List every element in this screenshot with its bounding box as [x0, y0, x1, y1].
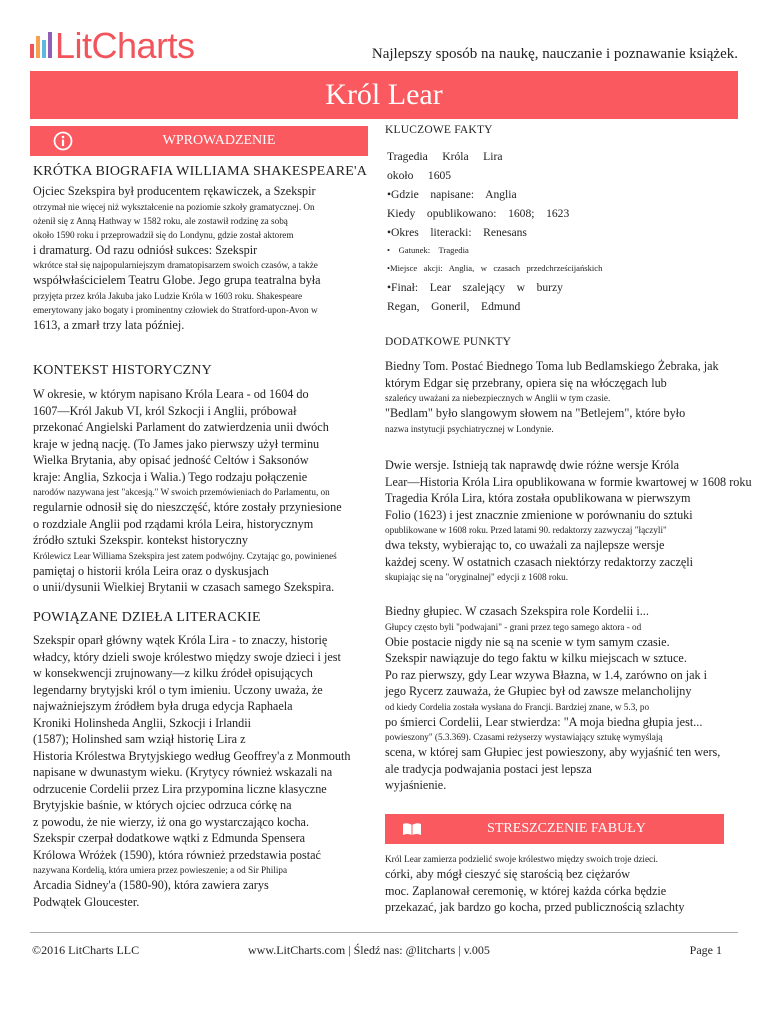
text-line: po śmierci Cordelii, Lear stwierdza: "A moja biedna głupia jest... [385, 714, 703, 729]
key-fact-row: • Gatunek: Tragedia [387, 245, 469, 255]
related-works-heading: POWIĄZANE DZIEŁA LITERACKIE [33, 610, 261, 625]
page-title: Król Lear [30, 71, 738, 119]
text-line: narodów nazywana jest "akcesją." W swoich przemówieniach do Parlamentu, on [33, 487, 330, 497]
footer-links[interactable]: www.LitCharts.com | Śledź nas: @litcharts | v.005 [248, 943, 490, 957]
text-line: Brytyjskie baśnie, w których ojciec odrzuca córkę na [33, 798, 292, 812]
text-line: regularnie odnosił się do nieszczęść, które zostały przyniesione [33, 500, 342, 514]
text-line: współwłaścicielem Teatru Globe. Jego grupa teatralna była [33, 273, 321, 287]
text-line: 1607—Król Jakub VI, król Szkocji i Anglii, próbował [33, 403, 297, 418]
text-line: ale tradycja podwajania postaci jest lepsza [385, 761, 592, 776]
text-line: Szekspir nawiązuje do tego faktu w kilku miejscach w sztuce. [385, 651, 687, 665]
text-line: każdej sceny. W ostatnich czasach niektórzy redaktorzy zaczęli [385, 554, 694, 569]
text-line: córki, aby mógł cieszyć się starością bez ciężarów [385, 867, 630, 881]
plot-summary-text [385, 852, 684, 916]
text-line: (1587); Holinshed sam wziął historię Lira z [33, 732, 246, 746]
text-line: Lear—Historia Króla Lira opublikowana w formie kwartowej w 1608 roku [385, 474, 752, 489]
biography-heading: KRÓTKA BIOGRAFIA WILLIAMA SHAKESPEARE'A [33, 164, 368, 179]
page-footer [30, 932, 738, 968]
text-line: Tragedia Króla Lira, która została opublikowana w pierwszym [385, 491, 691, 505]
bar-chart-icon [30, 28, 52, 58]
copyright: ©2016 LitCharts LLC [32, 943, 140, 957]
text-line: dwa teksty, wybierając to, co uważali za najlepsze wersje [385, 538, 665, 552]
extra-points-heading: DODATKOWE PUNKTY [385, 336, 512, 348]
text-line: napisane w dwunastym wieku. (Krytycy również wskazali na [33, 765, 333, 779]
text-line: Obie postacie nigdy nie są na scenie w tym samym czasie. [385, 634, 670, 649]
text-line: nazwa instytucji psychiatrycznej w Londynie. [385, 423, 554, 434]
text-line: Folio (1623) i jest znacznie zmienione w porównaniu do sztuki [385, 507, 693, 522]
text-line: z powodu, że nie wierzy, iż ona go wystarczająco kocha. [33, 814, 310, 829]
extra-point-two-versions [385, 457, 752, 584]
text-line: skupiając się na "oryginalnej" edycji z 1608 roku. [385, 572, 569, 582]
text-line: Arcadia Sidney'a (1580-90), która zawiera zarys [33, 878, 269, 892]
text-line: przyjęta przez króla Jakuba jako Ludzie Króla w 1603 roku. Shakespeare [33, 290, 303, 301]
text-line: otrzymał nie więcej niż wykształcenie na poziomie szkoły gramatycznej. On [33, 201, 315, 212]
key-fact-row: Kiedy opublikowano: 1608; 1623 [387, 207, 570, 220]
text-line: Szekspir czerpał dodatkowe wątki z Edmunda Spensera [33, 831, 306, 845]
history-text [33, 386, 342, 596]
text-line: którym Edgar się przebrany, opiera się na włóczęgach lub [385, 375, 667, 390]
text-line: przekonać Angielski Parlament do zatwierdzenia unii dwóch [33, 420, 329, 434]
text-line: Podwątek Gloucester. [33, 894, 140, 909]
history-heading: KONTEKST HISTORYCZNY [33, 363, 212, 378]
biography-text [33, 183, 321, 333]
text-line: źródło sztuki Szekspir. kontekst historyczny [33, 533, 248, 547]
key-facts-heading: KLUCZOWE FAKTY [385, 124, 493, 136]
text-line: ożenił się z Anną Hathway w 1582 roku, ale zostawił rodzinę za sobą [33, 215, 288, 226]
text-line: o rozdziale Anglii pod rządami króla Leira, historycznym [33, 516, 314, 531]
text-line: od kiedy Cordelia została wysłana do Francji. Bardziej znane, w 5.3, po [385, 701, 650, 712]
brand-name: LitCharts [55, 25, 195, 66]
text-line: opublikowane w 1608 roku. Przed latami 90. redaktorzy zazwyczaj "łączyli" [385, 525, 667, 535]
text-line: Wielka Brytania, aby opisać jedność Celtów i Saksonów [33, 453, 309, 467]
key-fact-row: Regan, Goneril, Edmund [387, 300, 521, 313]
text-line: Ojciec Szekspira był producentem rękawiczek, a Szekspir [33, 184, 316, 198]
text-line: pamiętaj o historii króla Leira oraz o dyskusjach [33, 563, 269, 578]
text-line: około 1590 roku i przeprowadził się do Londynu, gdzie został aktorem [33, 229, 294, 240]
key-fact-row: około 1605 [387, 169, 452, 182]
text-line: Szekspir oparł główny wątek Króla Lira - to znaczy, historię [33, 633, 328, 647]
text-line: Królewicz Lear Williama Szekspira jest zatem podwójny. Czytając go, powinieneś [33, 550, 337, 561]
text-line: jego Rycerz zauważa, że Głupiec był od zawsze melancholijny [385, 684, 692, 698]
text-line: najważniejszym źródłem była druga edycja Raphaela [33, 699, 293, 713]
page-header [30, 25, 738, 74]
litcharts-logo[interactable] [30, 25, 195, 66]
text-line: przekazać, jak bardzo go kocha, przed publicznością szlachty [385, 900, 685, 914]
key-fact-row: •Okres literacki: Renesans [387, 226, 527, 239]
text-line: kraje w jedną nację. (To James jako pierwszy użył terminu [33, 436, 320, 451]
text-line: powieszony" (5.3.369). Czasami reżyserzy wystawiający sztukę wymyślają [385, 732, 663, 742]
text-line: o unii/dysunii Wielkiej Brytanii w czasach samego Szekspira. [33, 580, 335, 594]
text-line: Kroniki Holinsheda Anglii, Szkocji i Irlandii [33, 715, 251, 730]
text-line: Biedny Tom. Postać Biednego Toma lub Bedlamskiego Żebraka, jak [385, 359, 719, 373]
text-line: Król Lear zamierza podzielić swoje królestwo między swoich troje dzieci. [385, 854, 658, 864]
text-line: nazywana Kordelią, która umiera przez powieszenie; a od Sir Philipa [33, 865, 288, 875]
plot-section-header [385, 814, 724, 844]
plot-heading: STRESZCZENIE FABUŁY [487, 821, 646, 836]
text-line: W okresie, w którym napisano Króla Leara - od 1604 do [33, 387, 309, 401]
text-line: szaleńcy uważani za niebezpiecznych w Anglii w tym czasie. [385, 393, 611, 403]
key-fact-row: •Miejsce akcji: Anglia, w czasach przedchrześcijańskich [387, 263, 603, 273]
related-works-text [33, 632, 350, 910]
text-line: Dwie wersje. Istnieją tak naprawdę dwie różne wersje Króla [385, 458, 680, 472]
key-fact-row: •Gdzie napisane: Anglia [387, 188, 517, 201]
text-line: scena, w której sam Głupiec jest powieszony, aby wyjaśnić ten wers, [385, 745, 721, 759]
text-line: w konsekwencji zrujnowany—z kilku źródeł opisujących [33, 666, 313, 680]
extra-point-poor-fool [385, 603, 720, 794]
text-line: 1613, a zmarł trzy lata później. [33, 317, 185, 332]
text-line: wyjaśnienie. [385, 778, 447, 792]
text-line: Historia Królestwa Brytyjskiego według Geoffrey'a z Monmouth [33, 748, 351, 763]
text-line: kraje: Anglia, Szkocja i Walia.) Tego rodzaju połączenie [33, 469, 308, 484]
text-line: legendarny brytyjski król o tym imieniu. Uczony uważa, że [33, 682, 323, 697]
text-line: "Bedlam" było slangowym słowem na "Betlejem", które było [385, 406, 686, 420]
page-number: Page 1 [689, 943, 722, 957]
text-line: Biedny głupiec. W czasach Szekspira role Kordelii i... [385, 604, 649, 618]
key-fact-row: •Finał: Lear szalejący w burzy [387, 281, 563, 294]
text-line: emerytowany jako bogaty i prominentny człowiek do Stratford-upon-Avon w [33, 304, 318, 315]
intro-section-header [30, 126, 368, 156]
text-line: wkrótce stał się najpopularniejszym dramatopisarzem swoich czasów, a także [33, 260, 318, 270]
intro-heading: WPROWADZENIE [162, 133, 276, 148]
text-line: Po raz pierwszy, gdy Lear wzywa Błazna, w 1.4, zarówno on jak i [385, 667, 708, 682]
text-line: władcy, który dzieli swoje królestwo między swoje dzieci i jest [33, 649, 341, 664]
key-fact-row: Tragedia Króla Lira [387, 150, 503, 163]
text-line: odrzucenie Cordelii przez Lira przypomina liczne klasyczne [33, 781, 327, 796]
text-line: Królowa Wróżek (1590), która również przedstawia postać [33, 847, 321, 862]
extra-point-poor-tom [385, 358, 719, 436]
text-line: Głupcy często byli "podwajani" - grani przez tego samego aktora - od [385, 621, 642, 632]
text-line: i dramaturg. Od razu odniósł sukces: Szekspir [33, 242, 258, 257]
text-line: moc. Zaplanował ceremonię, w której każda córka będzie [385, 883, 667, 898]
tagline: Najlepszy sposób na naukę, nauczanie i poznawanie książek. [371, 46, 738, 62]
